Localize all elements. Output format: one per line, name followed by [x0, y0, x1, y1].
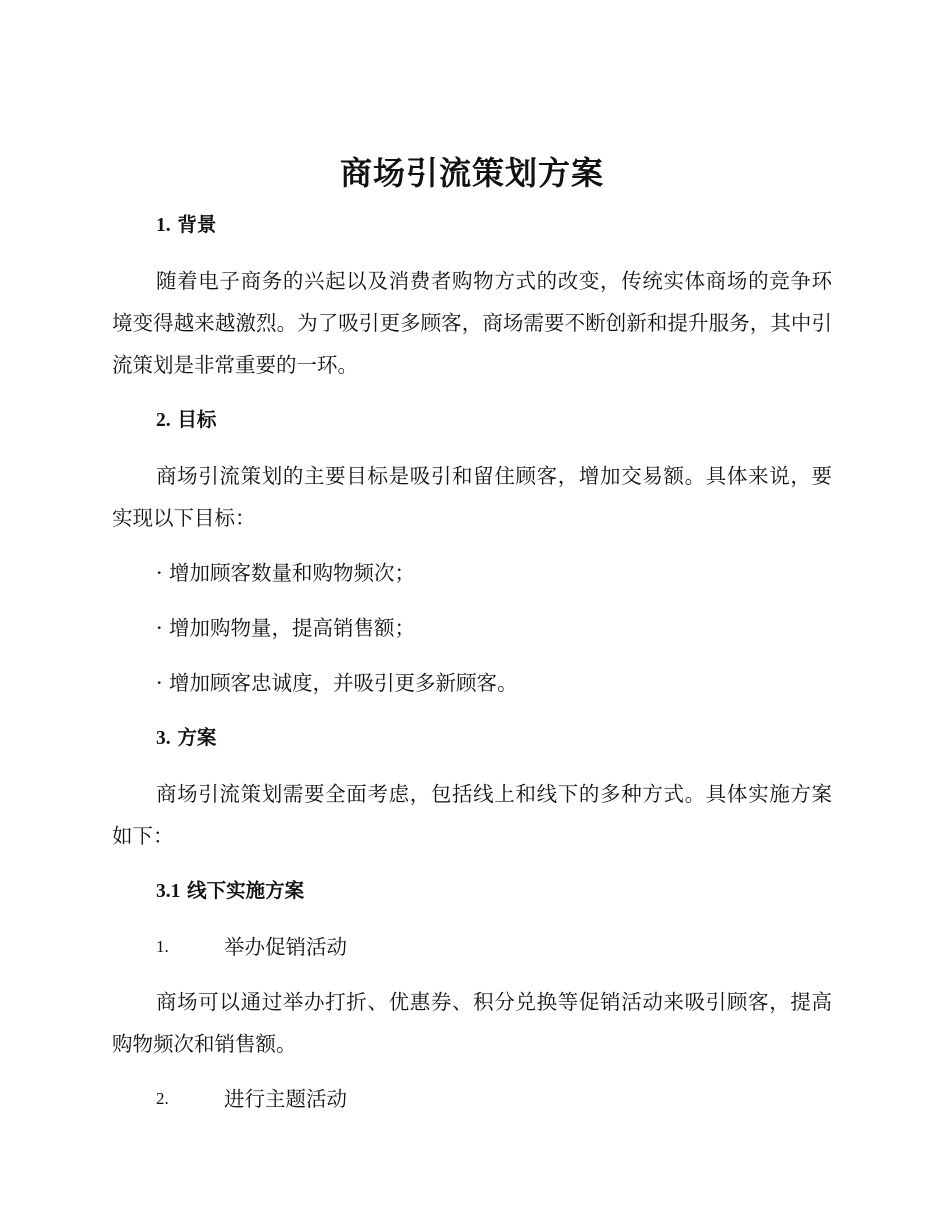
spacer	[112, 594, 832, 607]
item-paragraph: 商场可以通过举办打折、优惠券、积分兑换等促销活动来吸引顾客，提高购物频次和销售额。	[112, 990, 832, 1056]
item-number: 2.	[156, 1089, 169, 1108]
section-heading-background	[112, 204, 832, 247]
goal-bullet-item: · 增加顾客数量和购物频次；	[156, 561, 416, 585]
background-paragraph: 随着电子商务的兴起以及消费者购物方式的改变，传统实体商场的竞争环境变得越来越激烈。为了吸引更多顾客，商场需要不断创新和提升服务，其中引流策划是非常重要的一环。	[112, 269, 832, 377]
section-number: 1.	[156, 215, 171, 236]
item-number: 1.	[156, 937, 169, 956]
spacer	[112, 539, 832, 552]
spacer	[112, 968, 832, 981]
section-heading-text: 背景	[177, 213, 217, 236]
section-heading-plan	[112, 717, 832, 760]
goals-paragraph: 商场引流策划的主要目标是吸引和留住顾客，增加交易额。具体来说，要实现以下目标：	[112, 464, 832, 530]
document-content	[112, 148, 832, 1120]
spacer	[112, 704, 832, 717]
numbered-item-title	[112, 926, 832, 968]
spacer	[112, 386, 832, 399]
section-heading-text: 目标	[177, 408, 217, 431]
spacer	[112, 913, 832, 926]
goal-bullet-item: · 增加购物量，提高销售额；	[156, 616, 416, 640]
subsection-heading-offline	[112, 870, 832, 913]
plan-paragraph: 商场引流策划需要全面考虑，包括线上和线下的多种方式。具体实施方案如下：	[112, 782, 832, 848]
spacer	[112, 247, 832, 260]
document-title: 商场引流策划方案	[339, 154, 604, 192]
section-heading-text: 方案	[177, 726, 217, 749]
spacer	[112, 760, 832, 773]
section-heading-goals	[112, 399, 832, 442]
subsection-number: 3.1	[156, 881, 181, 902]
spacer	[112, 857, 832, 870]
spacer	[112, 442, 832, 455]
goal-bullet-item: · 增加顾客忠诚度，并吸引更多新顾客。	[156, 671, 518, 695]
spacer	[112, 649, 832, 662]
subsection-heading-text: 线下实施方案	[187, 879, 305, 902]
spacer	[112, 1065, 832, 1078]
section-number: 2.	[156, 410, 171, 431]
item-title: 举办促销活动	[224, 935, 347, 959]
item-title: 进行主题活动	[224, 1087, 347, 1111]
numbered-item-title	[112, 1078, 832, 1120]
section-number: 3.	[156, 728, 171, 749]
